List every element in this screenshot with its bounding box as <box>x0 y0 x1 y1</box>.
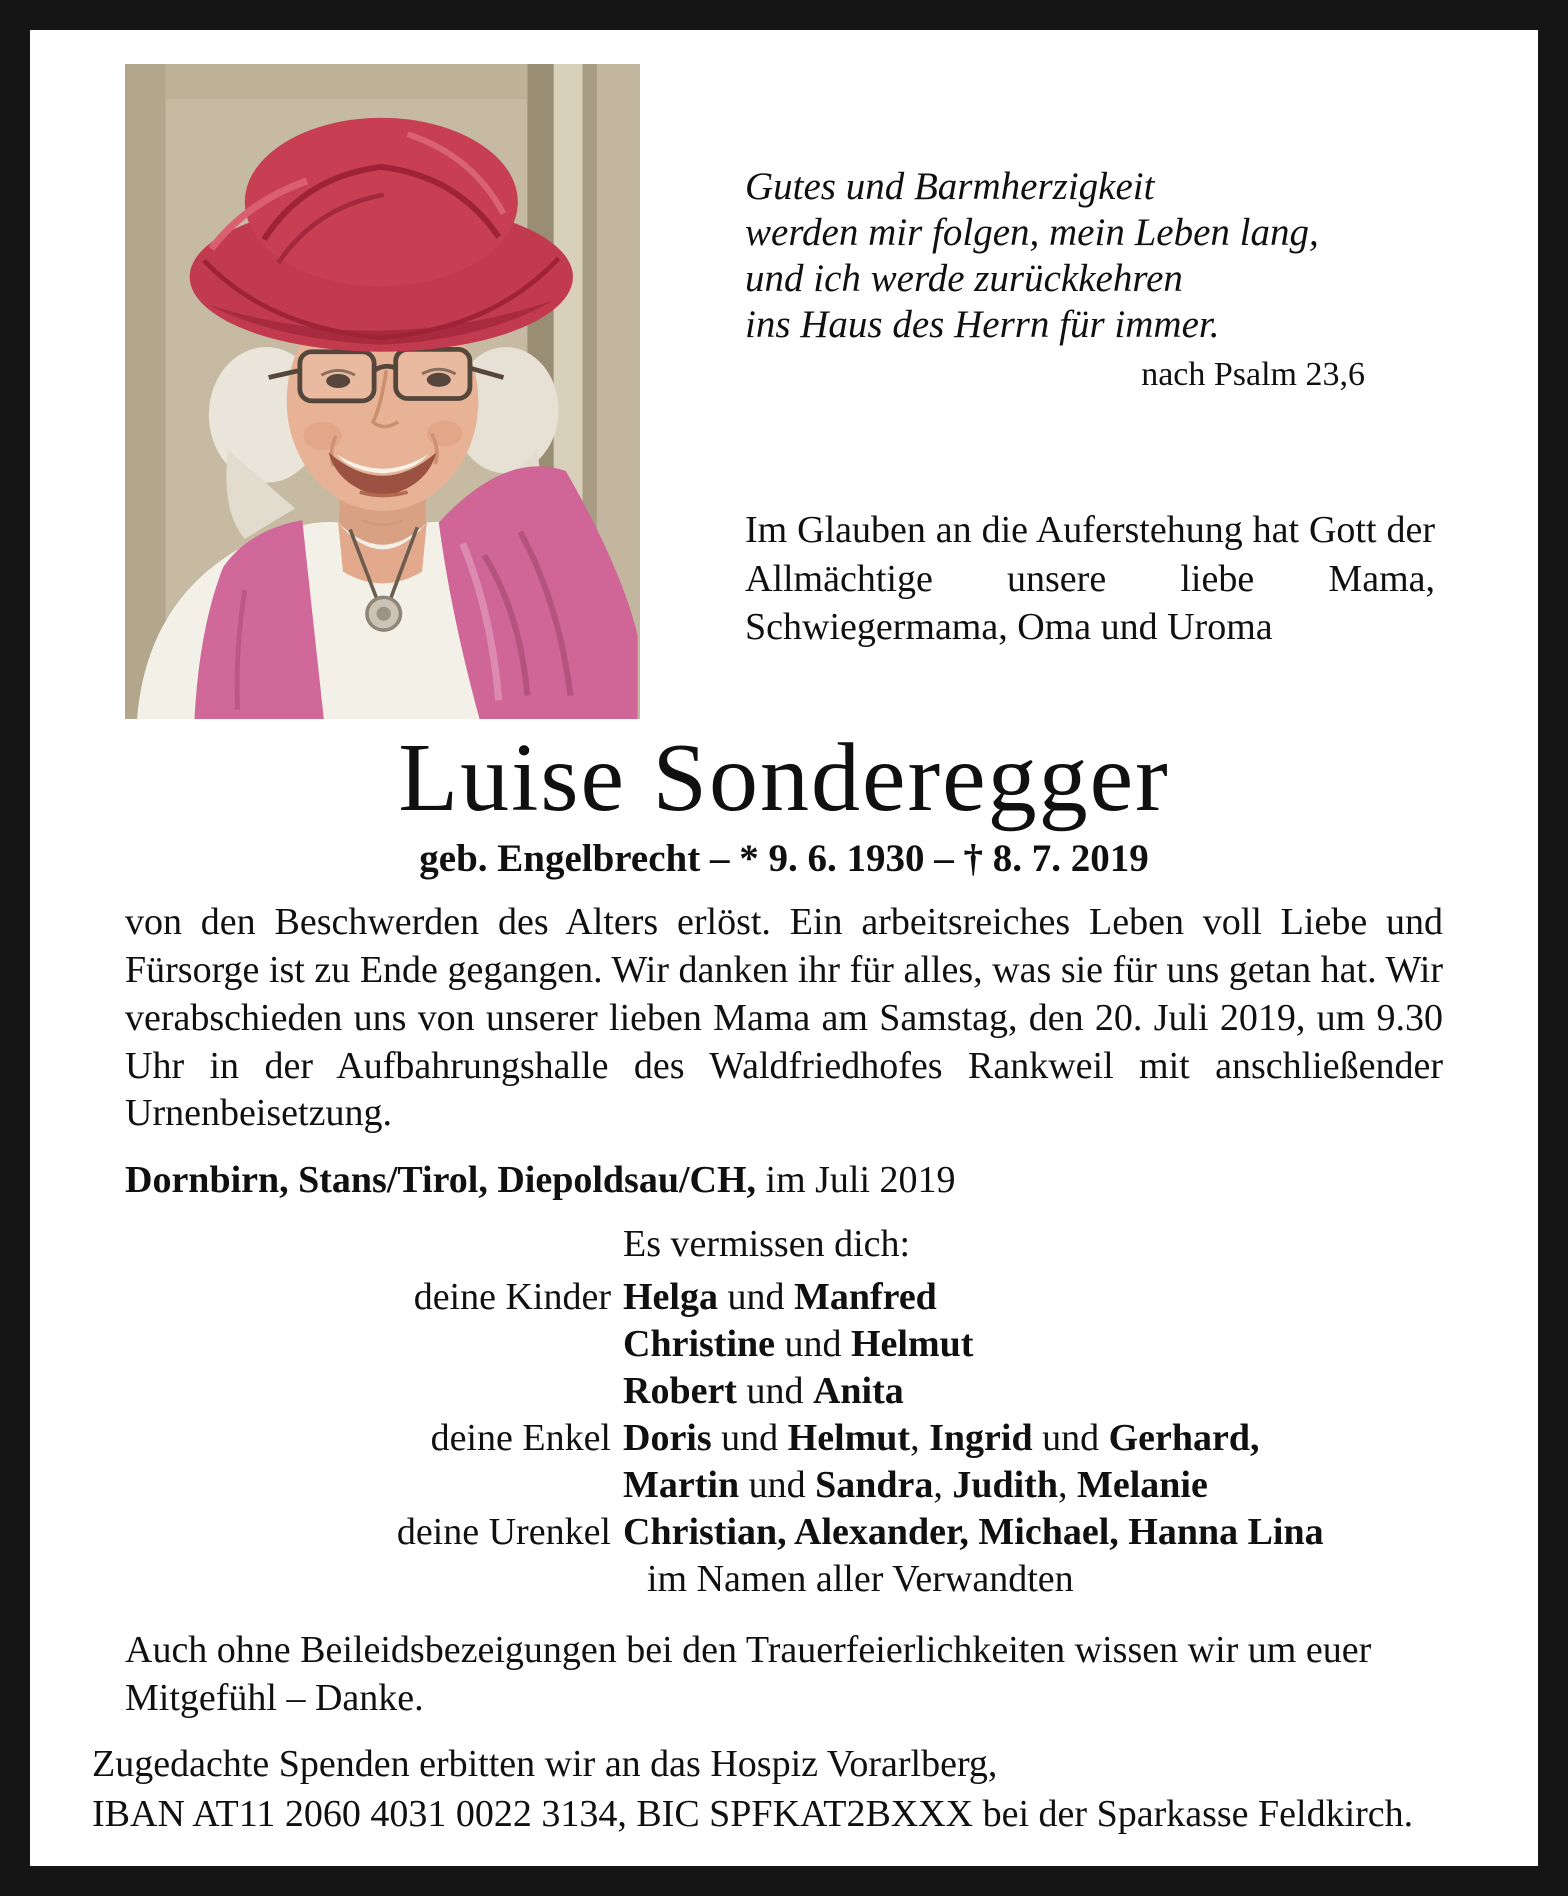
mourners-heading: Es vermissen dich: <box>623 1223 911 1266</box>
condolence-note: Auch ohne Beileidsbezeigungen bei den Trauerfeierlichkeiten wissen wir um euer Mitgefühl – Danke. <box>125 1629 1372 1720</box>
deceased-name: Luise Sonderegger <box>398 724 1170 832</box>
mourner-name: Doris <box>623 1417 712 1460</box>
mourner-name: Robert <box>623 1370 737 1413</box>
name-connector: und <box>739 1464 816 1507</box>
mourner-names <box>623 1556 1074 1603</box>
mourner-relation-label <box>125 1321 623 1368</box>
name-connector: , <box>910 1417 930 1460</box>
name-connector: und <box>775 1323 851 1366</box>
mourner-relation-label <box>125 1556 623 1603</box>
portrait-photo <box>125 64 640 719</box>
birth-death-dates: geb. Engelbrecht – * 9. 6. 1930 – † 8. 7. 2019 <box>419 836 1149 880</box>
name-connector: und <box>736 1370 813 1413</box>
mourner-name: Christine <box>623 1323 775 1366</box>
name-connector: und <box>711 1417 788 1460</box>
mourner-row <box>125 1509 1443 1556</box>
mourner-row <box>125 1274 1443 1321</box>
mourner-row <box>125 1368 1443 1415</box>
mourner-name: Melanie <box>1076 1464 1208 1507</box>
quote-line: werden mir folgen, mein Leben lang, <box>745 211 1319 255</box>
mourner-names <box>623 1509 1324 1556</box>
dateline-date: im Juli 2019 <box>765 1159 956 1202</box>
mourner-row <box>125 1321 1443 1368</box>
mourner-names <box>623 1321 973 1368</box>
name-connector: im Namen aller Verwandten <box>647 1558 1074 1601</box>
donation-line: IBAN AT11 2060 4031 0022 3134, BIC SPFKAT2BXXX bei der Sparkasse Feldkirch. <box>92 1793 1414 1836</box>
mourner-names <box>623 1415 1260 1462</box>
mourner-name: Helga <box>623 1276 718 1319</box>
mourner-name: Helmut <box>851 1323 974 1366</box>
donation-line: Zugedachte Spenden erbitten wir an das Hospiz Vorarlberg, <box>92 1743 998 1786</box>
mourner-name: Manfred <box>793 1276 937 1319</box>
name-connector: , <box>1057 1464 1077 1507</box>
mourner-row <box>125 1462 1443 1509</box>
mourner-name: Gerhard, <box>1108 1417 1260 1460</box>
mourner-relation-label: deine Kinder <box>413 1276 611 1319</box>
quote-attribution: nach Psalm 23,6 <box>1141 356 1365 394</box>
name-connector: , <box>933 1464 953 1507</box>
mourner-name: Judith <box>952 1464 1058 1507</box>
top-section <box>125 64 1443 719</box>
quote-line: und ich werde zurückkehren <box>745 257 1183 301</box>
mourner-relation-label: deine Enkel <box>430 1417 611 1460</box>
mourner-names <box>623 1368 904 1415</box>
mourner-names <box>623 1274 937 1321</box>
donation-note <box>92 1739 1493 1839</box>
intro-paragraph: Im Glauben an die Auferstehung hat Gott der Allmächtige unsere liebe Mama, Schwiegermama, Oma und Uroma <box>745 509 1435 649</box>
name-connector: und <box>717 1276 794 1319</box>
header-text-column <box>745 64 1435 719</box>
quote-line: ins Haus des Herrn für immer. <box>745 303 1220 347</box>
dateline-places: Dornbirn, Stans/Tirol, Diepoldsau/CH, <box>125 1159 757 1202</box>
mourners-list <box>125 1274 1443 1603</box>
obituary-paragraph: von den Beschwerden des Alters erlöst. Ein arbeitsreiches Leben voll Liebe und Fürsorge ist zu Ende gegangen. Wir danken ihr für alles, was sie für uns getan hat. Wir verabschieden uns von unserer lieben Mama am Samstag, den 20. Juli 2019, um 9.30 Uhr in der Aufbahrungshalle des Waldfriedhofes Rankweil mit anschließender Urnenbeisetzung. <box>125 900 1443 1135</box>
mourner-relation-label: deine Urenkel <box>396 1511 611 1554</box>
mourner-row <box>125 1556 1443 1603</box>
mourner-name: Anita <box>812 1370 904 1413</box>
name-connector: und <box>1032 1417 1109 1460</box>
psalm-quote <box>745 164 1435 348</box>
dateline <box>125 1158 1443 1202</box>
mourner-relation-label <box>125 1368 623 1415</box>
mourner-name: Christian, Alexander, Michael, Hanna Lina <box>623 1511 1324 1554</box>
quote-line: Gutes und Barmherzigkeit <box>745 165 1155 208</box>
mourner-name: Ingrid <box>929 1417 1033 1460</box>
mourner-names <box>623 1462 1208 1509</box>
mourner-name: Martin <box>623 1464 740 1507</box>
mourner-relation-label <box>125 1462 623 1509</box>
mourner-name: Helmut <box>787 1417 911 1460</box>
mourner-row <box>125 1415 1443 1462</box>
mourner-name: Sandra <box>815 1464 934 1507</box>
portrait-illustration <box>125 64 640 719</box>
